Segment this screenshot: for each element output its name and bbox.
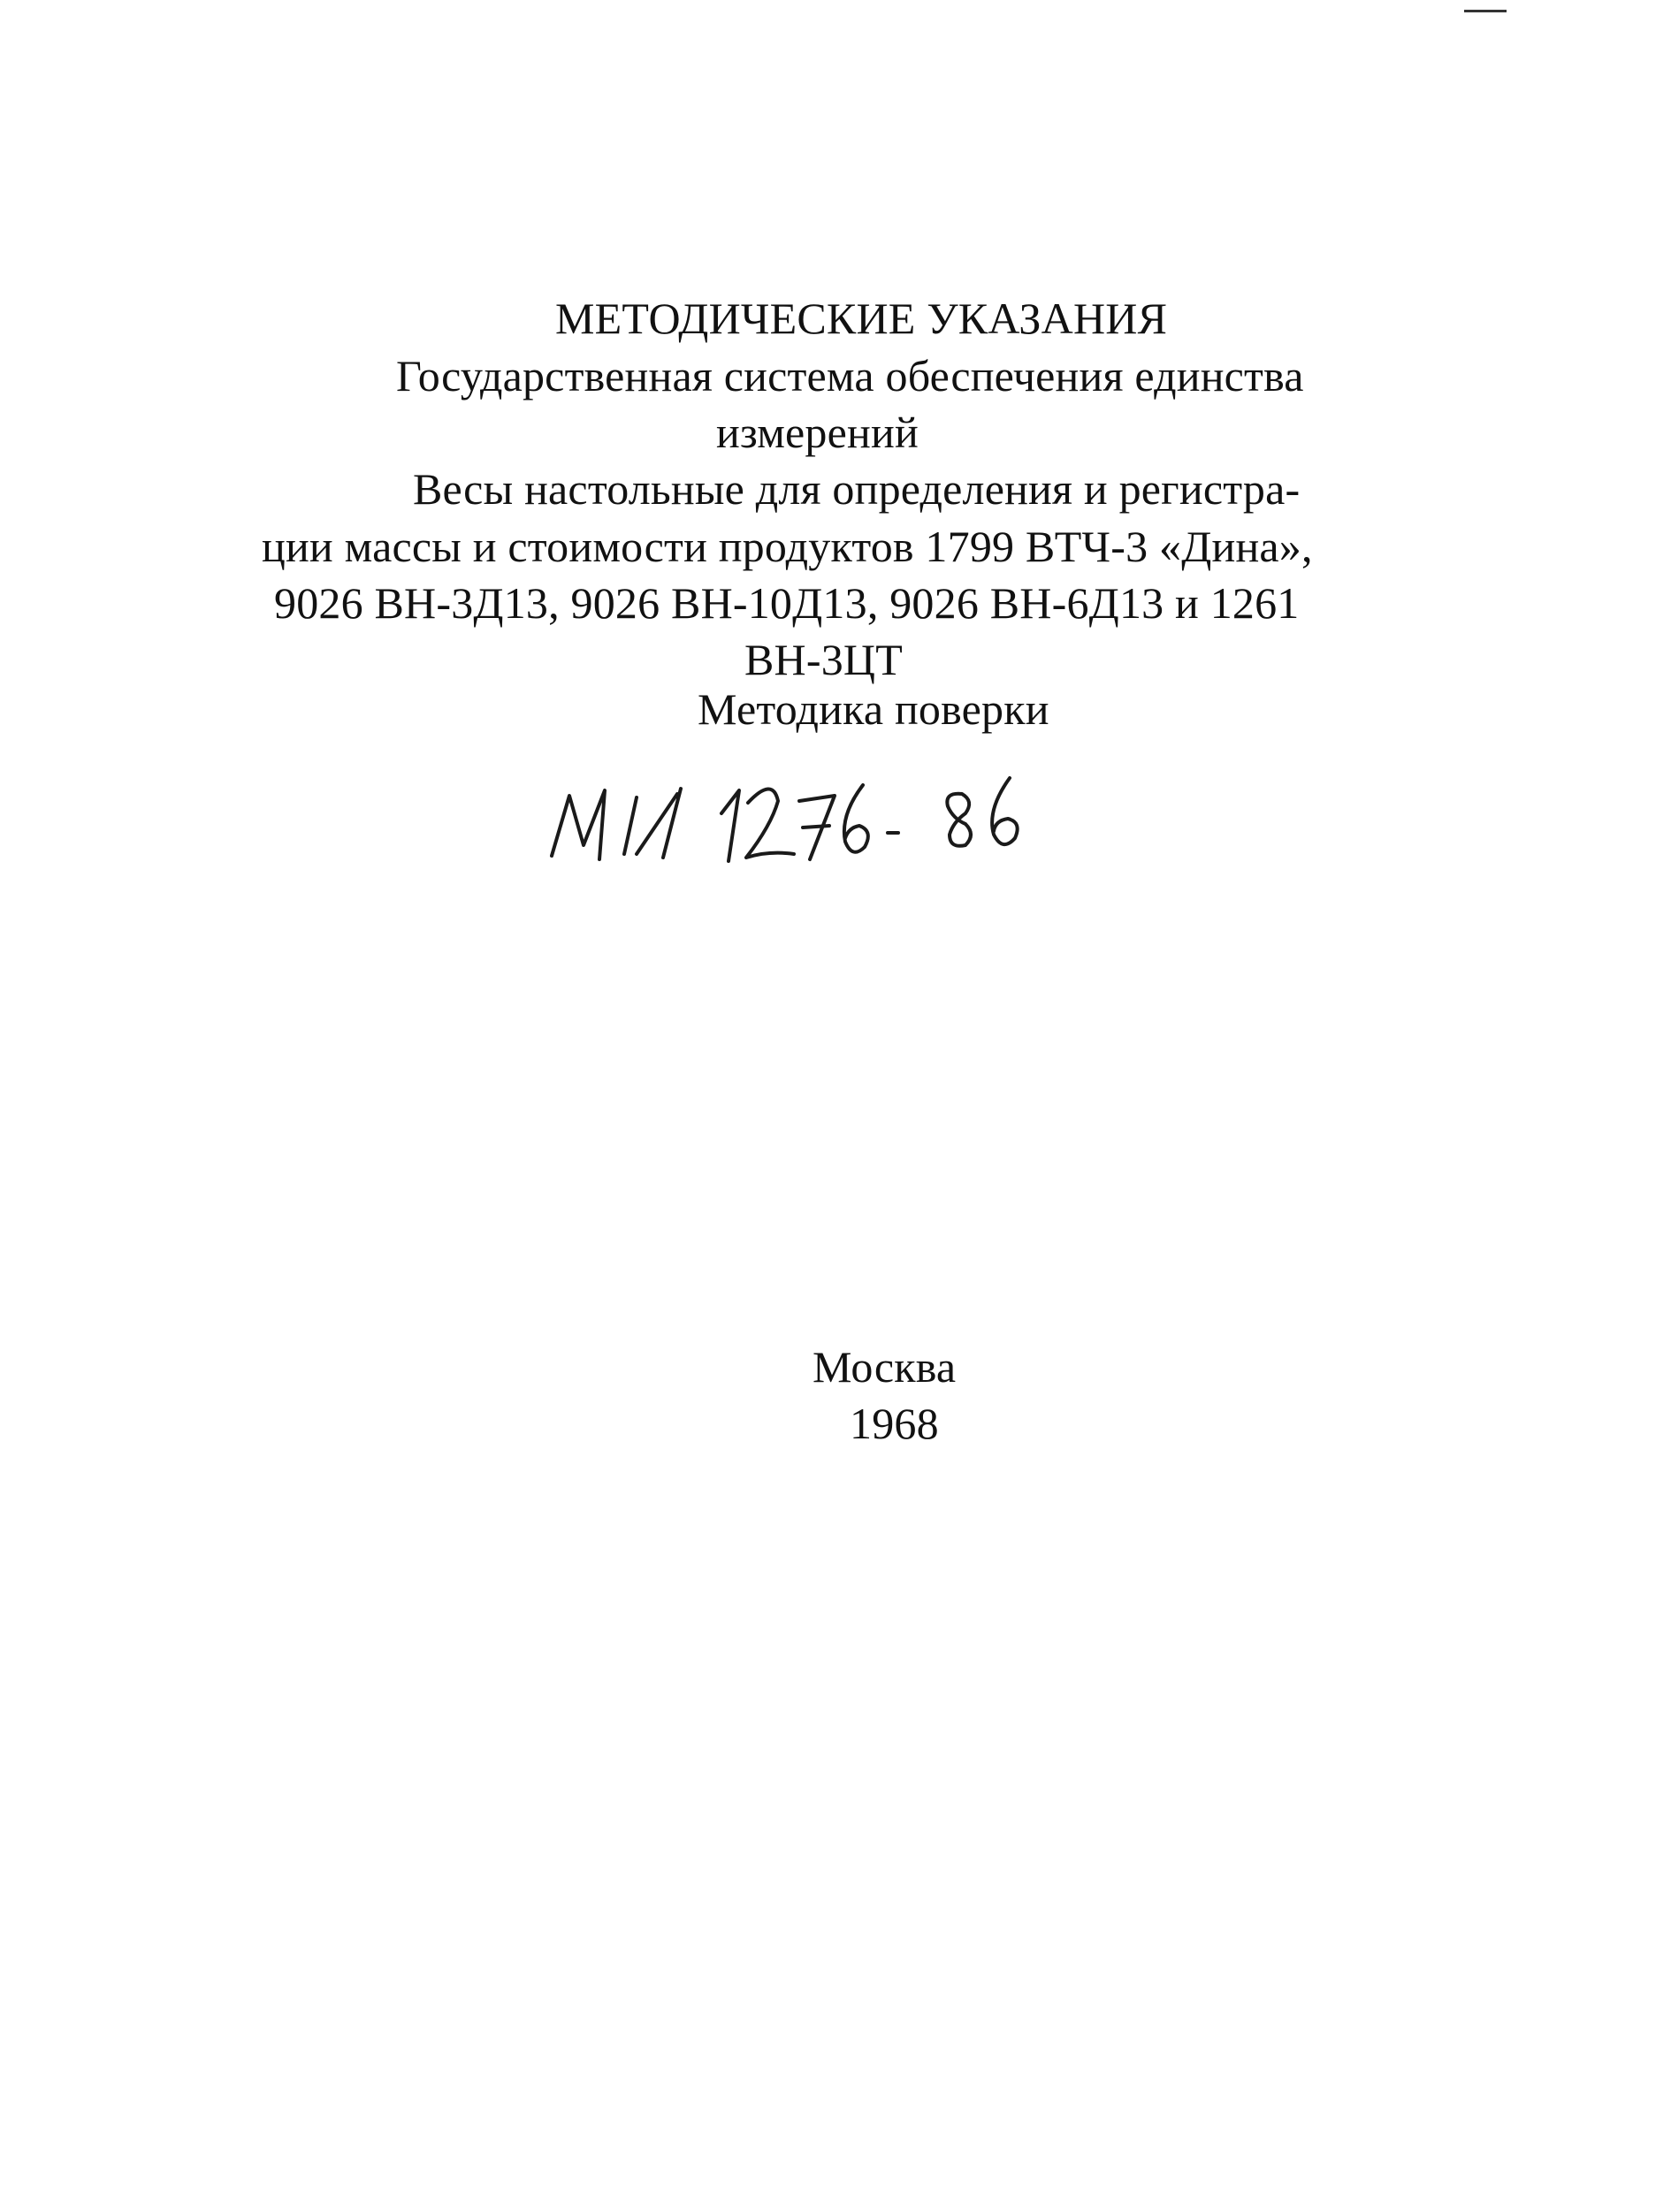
title-line-4: ции массы и стоимости продуктов 1799 ВТЧ-3 «Дина», [262, 522, 1313, 571]
title-line-5: 9026 ВН-3Д13, 9026 ВН-10Д13, 9026 ВН-6Д13 и 1261 [274, 578, 1300, 628]
title-line-6: ВН-3ЦТ [744, 635, 903, 684]
publication-city: Москва [813, 1342, 957, 1392]
title-line-3: Весы настольные для определения и регистра- [413, 464, 1301, 514]
publication-year: 1968 [850, 1399, 939, 1448]
title-line-2: измерений [716, 408, 919, 457]
document-type-heading: МЕТОДИЧЕСКИЕ УКАЗАНИЯ [555, 294, 1168, 343]
scan-mark [1464, 10, 1507, 12]
document-subtitle: Методика поверки [698, 684, 1049, 734]
handwritten-document-code [541, 750, 1080, 882]
title-line-1: Государственная система обеспечения единства [396, 351, 1304, 400]
